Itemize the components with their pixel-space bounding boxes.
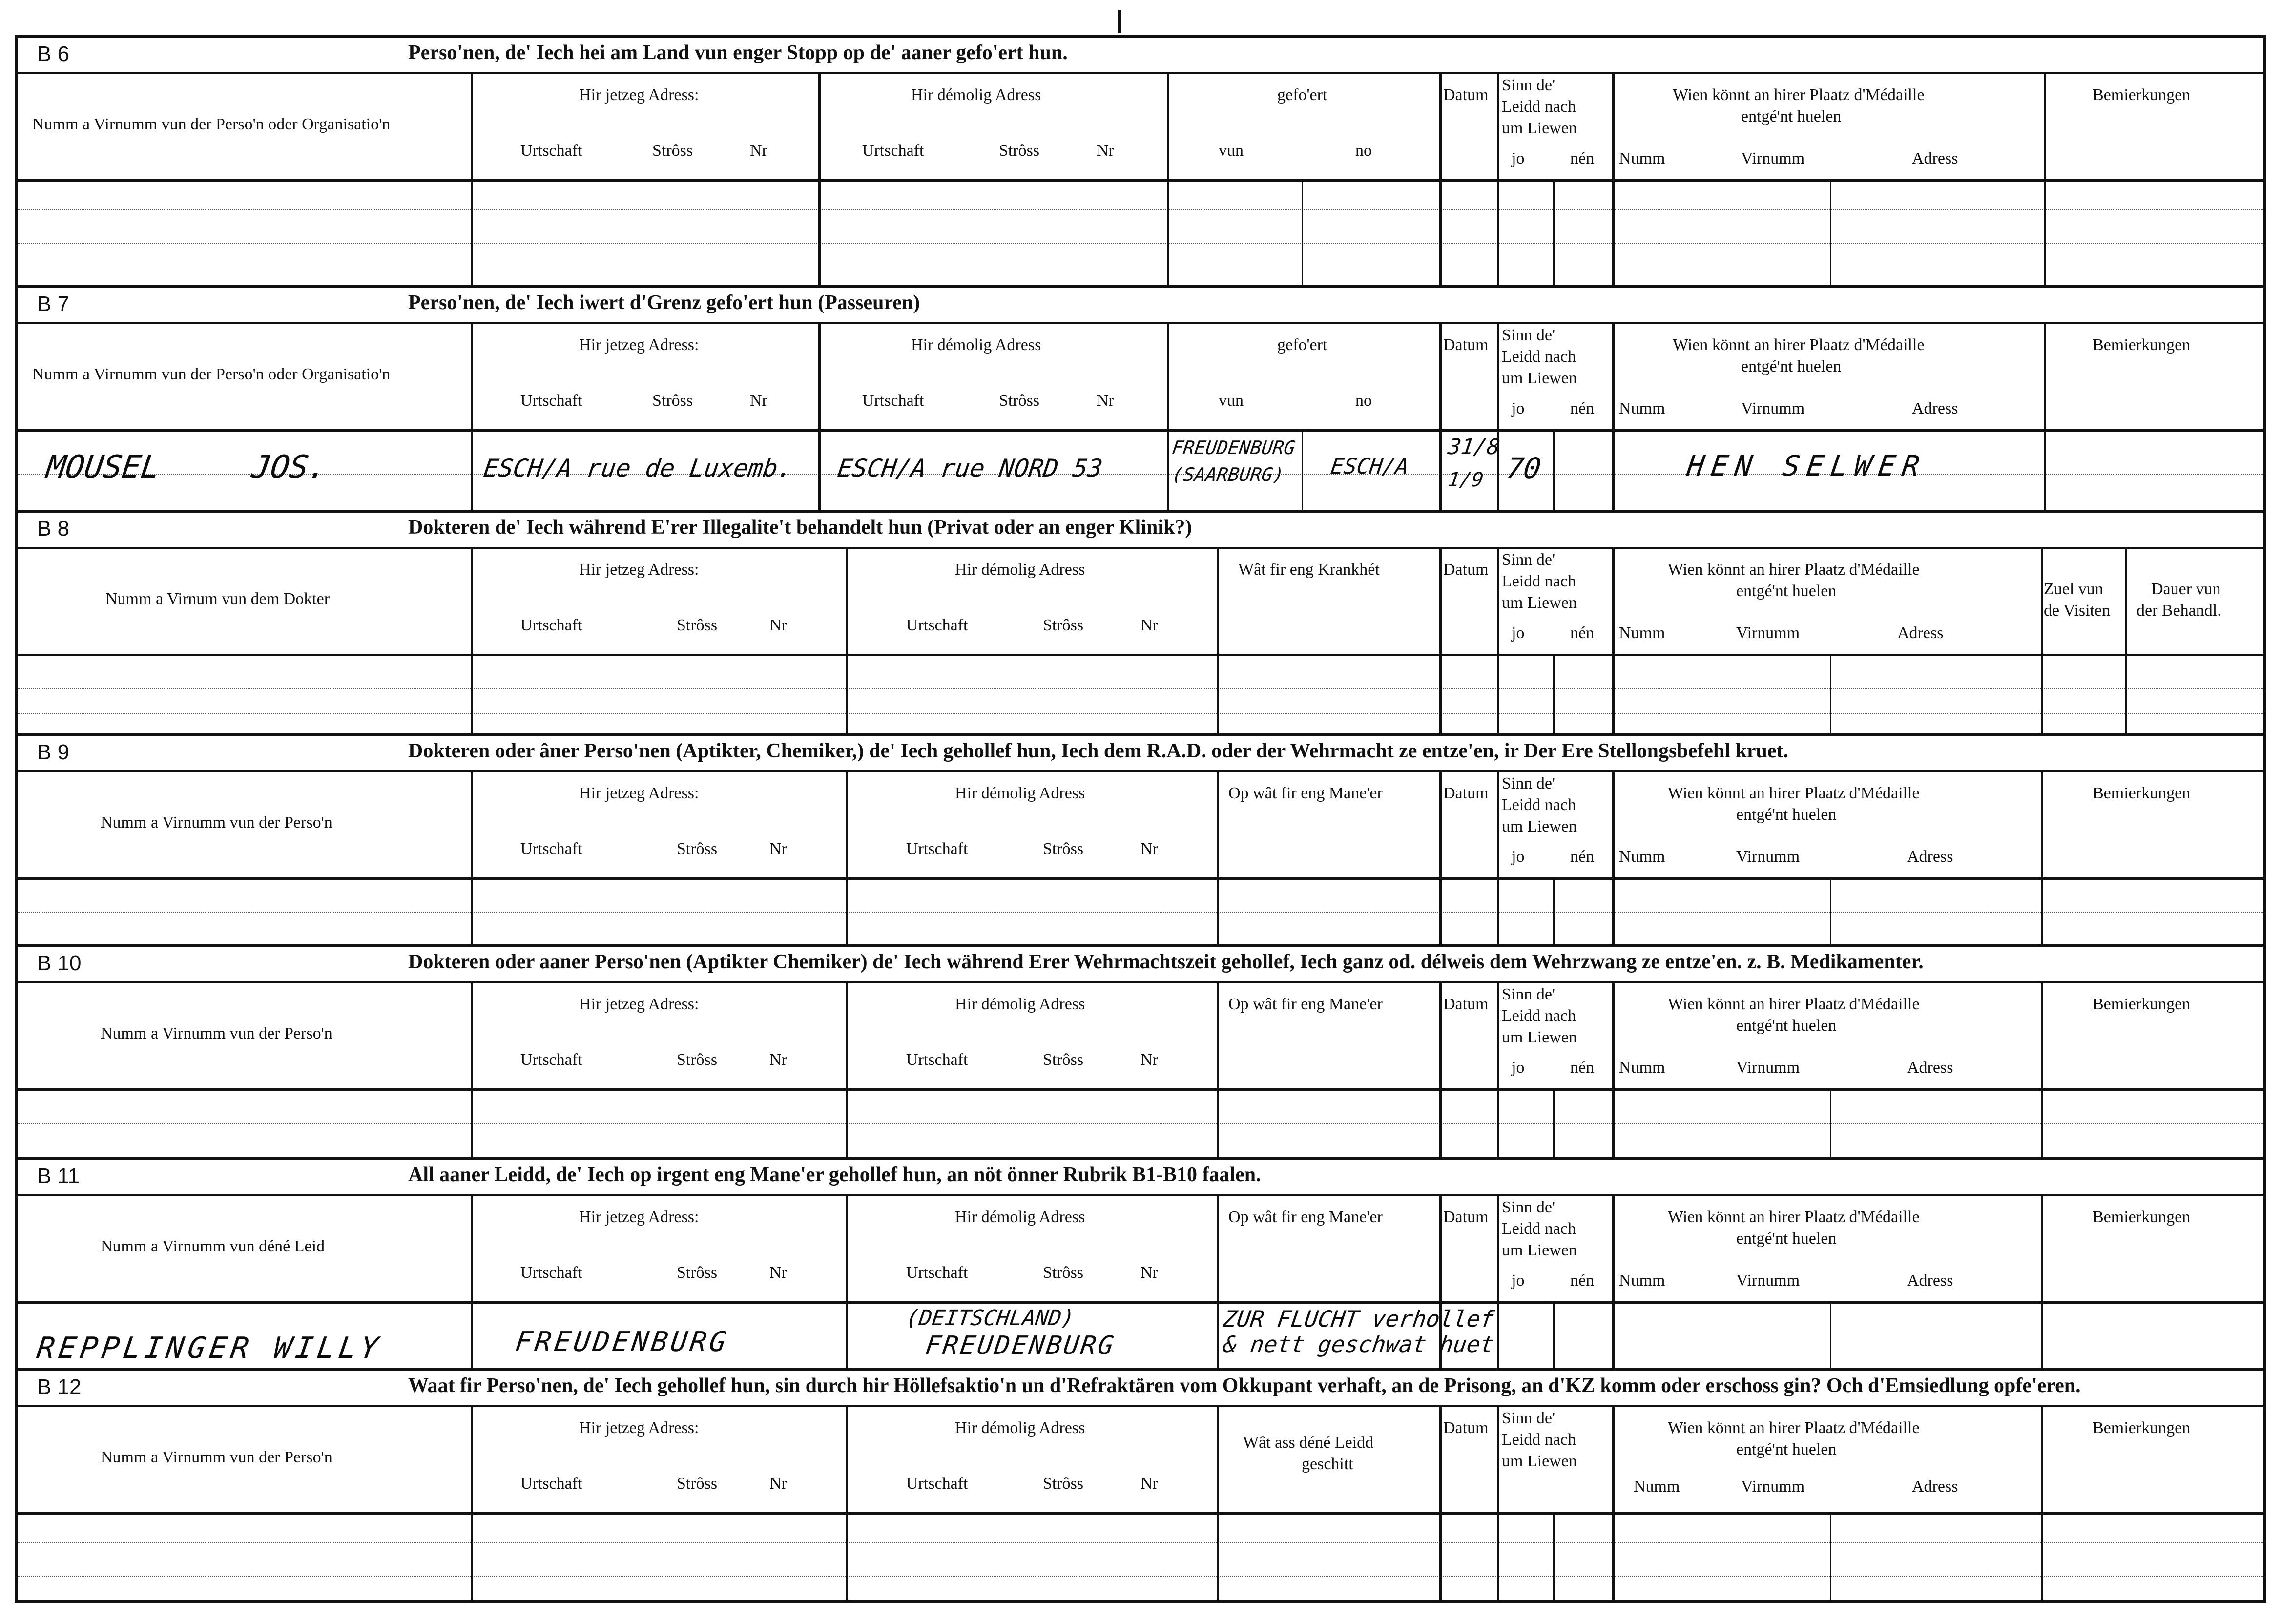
firstname-header: Virnumm (1741, 399, 1805, 417)
firstname-header: Virnumm (1741, 1478, 1805, 1496)
medal-header: Wien könnt an hirer Plaatz d'Médaille (1668, 561, 1920, 579)
handwritten-surname: MOUSEL (44, 449, 163, 485)
section-b9 (18, 733, 2263, 944)
transported-header: gefo'ert (1277, 336, 1327, 354)
sense-header: Leidd nach (1502, 572, 1576, 590)
firstname-header: Virnumm (1741, 149, 1805, 167)
handwritten-from-town: FREUDENBURG (1170, 437, 1297, 458)
remarks-header: Bemierkungen (2093, 784, 2191, 802)
sense-header: um Liewen (1502, 817, 1577, 835)
town-header: Urtschaft (862, 142, 924, 160)
number-header: Nr (1140, 1051, 1158, 1069)
sense-header: Sinn de' (1502, 551, 1555, 569)
from-header: vun (1219, 392, 1244, 410)
sense-header: um Liewen (1502, 1241, 1577, 1259)
current-address-header: Hir jetzeg Adress: (579, 86, 699, 104)
section-id: B 8 (37, 517, 70, 541)
section-id: B 12 (37, 1375, 82, 1399)
handwritten-former-address: FREUDENBURG (923, 1331, 1118, 1360)
remarks-header: Bemierkungen (2093, 995, 2191, 1013)
handwritten-from-region: (SAARBURG) (1170, 464, 1286, 485)
medal-header: entgé'nt huelen (1736, 1229, 1837, 1248)
sense-header: um Liewen (1502, 119, 1577, 137)
former-address-header: Hir démolig Adress (955, 1208, 1085, 1226)
sense-header: Leidd nach (1502, 1220, 1576, 1238)
surname-header: Numm (1634, 1478, 1680, 1496)
header-row (18, 1405, 2263, 1515)
number-header: Nr (769, 840, 787, 858)
yes-header: jo (1512, 1059, 1525, 1077)
yes-header: jo (1512, 848, 1525, 866)
address-header: Adress (1907, 848, 1953, 866)
section-title: Dokteren de' Iech während E'rer Illegalite't behandelt hun (Privat oder an enger Klinik?) (408, 516, 1192, 539)
town-header: Urtschaft (520, 1475, 582, 1493)
name-column-header: Numm a Virnumm vun déné Leid (101, 1237, 325, 1255)
date-header: Datum (1443, 784, 1489, 802)
address-header: Adress (1897, 624, 1944, 642)
street-header: Strôss (999, 142, 1040, 160)
medal-header: Wien könnt an hirer Plaatz d'Médaille (1668, 995, 1920, 1013)
handwritten-to-town: ESCH/A (1329, 454, 1410, 479)
date-header: Datum (1443, 336, 1489, 354)
former-address-header: Hir démolig Adress (955, 995, 1085, 1013)
sense-header: Sinn de' (1502, 76, 1555, 94)
date-header: Datum (1443, 1419, 1489, 1437)
medal-header: Wien könnt an hirer Plaatz d'Médaille (1673, 86, 1925, 104)
town-header: Urtschaft (520, 616, 582, 634)
yes-header: jo (1512, 624, 1525, 642)
number-header: Nr (769, 1051, 787, 1069)
firstname-header: Virnumm (1736, 1059, 1800, 1077)
number-header: Nr (769, 1475, 787, 1493)
town-header: Urtschaft (520, 142, 582, 160)
town-header: Urtschaft (906, 1051, 968, 1069)
header-row (18, 1194, 2263, 1304)
medal-header: entgé'nt huelen (1736, 1440, 1837, 1458)
sense-header: Sinn de' (1502, 326, 1555, 344)
section-title: Perso'nen, de' Iech iwert d'Grenz gefo'ert hun (Passeuren) (408, 291, 920, 314)
handwritten-answer: 70 (1504, 452, 1543, 485)
sense-header: Leidd nach (1502, 348, 1576, 366)
remarks-header: Bemierkungen (2093, 1208, 2191, 1226)
no-header: nén (1570, 149, 1595, 167)
sense-header: um Liewen (1502, 594, 1577, 612)
handwritten-helper-name: REPPLINGER WILLY (35, 1331, 384, 1365)
number-header: Nr (1140, 1264, 1158, 1282)
handwritten-medal-recipient: HEN SELWER (1685, 449, 1928, 482)
former-address-header: Hir démolig Adress (955, 784, 1085, 802)
header-row (18, 981, 2263, 1091)
current-address-header: Hir jetzeg Adress: (579, 784, 699, 802)
transported-header: gefo'ert (1277, 86, 1327, 104)
firstname-header: Virnumm (1736, 848, 1800, 866)
handwritten-former-country: (DEITSCHLAND) (904, 1306, 1076, 1331)
street-header: Strôss (677, 1475, 718, 1493)
name-column-header: Numm a Virnumm vun der Perso'n (101, 1448, 332, 1466)
street-header: Strôss (1043, 840, 1084, 858)
number-header: Nr (769, 1264, 787, 1282)
street-header: Strôss (677, 1051, 718, 1069)
no-header: nén (1570, 399, 1595, 417)
section-b10 (18, 944, 2263, 1157)
former-address-header: Hir démolig Adress (911, 86, 1041, 104)
section-title: Waat fir Perso'nen, de' Iech gehollef hun, sin durch hir Höllefsaktio'n un d'Refraktären vom Okkupant verhaft, an de Prisong, an d'KZ komm oder erschoss gin? Och d'Emsiedlung opfe'eren. (408, 1374, 2081, 1397)
sense-header: um Liewen (1502, 1452, 1577, 1470)
no-header: nén (1570, 624, 1595, 642)
sense-header: Sinn de' (1502, 774, 1555, 792)
address-header: Adress (1907, 1271, 1953, 1290)
medal-header: entgé'nt huelen (1736, 582, 1837, 600)
number-header: Nr (769, 616, 787, 634)
manner-header: Op wât fir eng Mane'er (1228, 995, 1383, 1013)
medal-header: entgé'nt huelen (1741, 357, 1842, 375)
section-title: Dokteren oder âner Perso'nen (Aptikter, Chemiker,) de' Iech gehollef hun, Iech dem R.A.D. oder der Wehrmacht ze entze'en, ir Der Ere Stellongsbefehl kruet. (408, 740, 1788, 762)
firstname-header: Virnumm (1736, 624, 1800, 642)
current-address-header: Hir jetzeg Adress: (579, 336, 699, 354)
date-header: Datum (1443, 561, 1489, 579)
surname-header: Numm (1619, 399, 1665, 417)
sense-header: Leidd nach (1502, 1007, 1576, 1025)
handwritten-former-address: ESCH/A rue NORD 53 (835, 454, 1104, 482)
remarks-header: Bemierkungen (2093, 336, 2191, 354)
section-id: B 7 (37, 292, 70, 316)
town-header: Urtschaft (520, 840, 582, 858)
surname-header: Numm (1619, 1059, 1665, 1077)
remarks-header: Bemierkungen (2093, 1419, 2191, 1437)
firstname-header: Virnumm (1736, 1271, 1800, 1290)
surname-header: Numm (1619, 149, 1665, 167)
from-header: vun (1219, 142, 1244, 160)
surname-header: Numm (1619, 624, 1665, 642)
no-header: nén (1570, 848, 1595, 866)
town-header: Urtschaft (906, 616, 968, 634)
current-address-header: Hir jetzeg Adress: (579, 1208, 699, 1226)
header-row (18, 322, 2263, 432)
town-header: Urtschaft (520, 1264, 582, 1282)
sense-header: Leidd nach (1502, 98, 1576, 116)
number-header: Nr (1097, 392, 1114, 410)
section-b12 (18, 1368, 2263, 1600)
form-sheet (15, 35, 2266, 1603)
remarks-header: Bemierkungen (2093, 86, 2191, 104)
duration-header: der Behandl. (2136, 602, 2221, 620)
sense-header: Leidd nach (1502, 1431, 1576, 1449)
name-column-header: Numm a Virnumm vun der Perso'n oder Organisatio'n (32, 365, 391, 383)
header-row (18, 770, 2263, 880)
section-b7 (18, 285, 2263, 510)
street-header: Strôss (1043, 1475, 1084, 1493)
number-header: Nr (1097, 142, 1114, 160)
what-happened-header: geschitt (1302, 1455, 1353, 1473)
handwritten-date-end: 1/9 (1446, 469, 1485, 491)
address-header: Adress (1912, 1478, 1958, 1496)
manner-header: Op wât fir eng Mane'er (1228, 784, 1383, 802)
former-address-header: Hir démolig Adress (955, 561, 1085, 579)
street-header: Strôss (677, 840, 718, 858)
date-header: Datum (1443, 995, 1489, 1013)
medal-header: Wien könnt an hirer Plaatz d'Médaille (1668, 1208, 1920, 1226)
handwritten-manner-line1: ZUR FLUCHT verhollef (1222, 1306, 1496, 1332)
top-mark (1118, 10, 1121, 33)
name-column-header: Numm a Virnumm vun der Perso'n (101, 813, 332, 832)
current-address-header: Hir jetzeg Adress: (579, 995, 699, 1013)
date-header: Datum (1443, 86, 1489, 104)
yes-header: jo (1512, 399, 1525, 417)
section-id: B 6 (37, 42, 70, 66)
no-header: nén (1570, 1271, 1595, 1290)
town-header: Urtschaft (906, 840, 968, 858)
address-header: Adress (1907, 1059, 1953, 1077)
handwritten-manner-line2: & nett geschwat huet (1222, 1331, 1496, 1357)
medal-header: entgé'nt huelen (1736, 806, 1837, 824)
town-header: Urtschaft (906, 1264, 968, 1282)
street-header: Strôss (677, 1264, 718, 1282)
town-header: Urtschaft (862, 392, 924, 410)
surname-header: Numm (1619, 1271, 1665, 1290)
former-address-header: Hir démolig Adress (911, 336, 1041, 354)
section-b8 (18, 510, 2263, 733)
street-header: Strôss (677, 616, 718, 634)
surname-header: Numm (1619, 848, 1665, 866)
street-header: Strôss (1043, 1264, 1084, 1282)
medal-header: Wien könnt an hirer Plaatz d'Médaille (1673, 336, 1925, 354)
town-header: Urtschaft (520, 392, 582, 410)
date-header: Datum (1443, 1208, 1489, 1226)
address-header: Adress (1912, 399, 1958, 417)
former-address-header: Hir démolig Adress (955, 1419, 1085, 1437)
street-header: Strôss (652, 392, 693, 410)
section-title: Perso'nen, de' Iech hei am Land vun enger Stopp op de' aaner gefo'ert hun. (408, 42, 1068, 64)
sense-header: Sinn de' (1502, 1198, 1555, 1216)
medal-header: Wien könnt an hirer Plaatz d'Médaille (1668, 1419, 1920, 1437)
name-column-header: Numm a Virnumm vun der Perso'n oder Organisatio'n (32, 115, 391, 133)
section-id: B 9 (37, 740, 70, 764)
handwritten-firstname: JOS. (249, 449, 330, 485)
current-address-header: Hir jetzeg Adress: (579, 1419, 699, 1437)
section-title: Dokteren oder aaner Perso'nen (Aptikter Chemiker) de' Iech während Erer Wehrmachtszeit gehollef, Iech ganz od. délweis dem Wehrzwang ze entze'en. z. B. Medikamenter. (408, 951, 1924, 973)
name-column-header: Numm a Virnum vun dem Dokter (105, 590, 330, 608)
what-happened-header: Wât ass déné Leidd (1243, 1434, 1374, 1452)
handwritten-current-address: FREUDENBURG (513, 1326, 731, 1358)
section-id: B 11 (37, 1164, 80, 1188)
sense-header: um Liewen (1502, 1028, 1577, 1046)
yes-header: jo (1512, 1271, 1525, 1290)
number-header: Nr (1140, 840, 1158, 858)
number-header: Nr (1140, 616, 1158, 634)
current-address-header: Hir jetzeg Adress: (579, 561, 699, 579)
section-title: All aaner Leidd, de' Iech op irgent eng Mane'er gehollef hun, an nöt önner Rubrik B1-B10 faalen. (408, 1164, 1261, 1186)
number-header: Nr (750, 142, 767, 160)
to-header: no (1355, 142, 1372, 160)
street-header: Strôss (1043, 1051, 1084, 1069)
number-header: Nr (750, 392, 767, 410)
town-header: Urtschaft (520, 1051, 582, 1069)
header-row (18, 72, 2263, 182)
medal-header: entgé'nt huelen (1736, 1017, 1837, 1035)
manner-header: Op wât fir eng Mane'er (1228, 1208, 1383, 1226)
street-header: Strôss (1043, 616, 1084, 634)
medal-header: entgé'nt huelen (1741, 107, 1842, 125)
handwritten-date-start: 31/8 (1446, 435, 1502, 459)
header-row (18, 547, 2263, 656)
sense-header: Leidd nach (1502, 796, 1576, 814)
section-b6 (18, 35, 2263, 285)
section-b11 (18, 1157, 2263, 1368)
sense-header: Sinn de' (1502, 985, 1555, 1003)
street-header: Strôss (999, 392, 1040, 410)
illness-header: Wât fir eng Krankhét (1238, 561, 1380, 579)
name-column-header: Numm a Virnumm vun der Perso'n (101, 1024, 332, 1042)
visits-header: de Visiten (2044, 602, 2111, 620)
address-header: Adress (1912, 149, 1958, 167)
to-header: no (1355, 392, 1372, 410)
number-header: Nr (1140, 1475, 1158, 1493)
duration-header: Dauer vun (2151, 580, 2221, 598)
sense-header: um Liewen (1502, 369, 1577, 387)
no-header: nén (1570, 1059, 1595, 1077)
visits-header: Zuel vun (2044, 580, 2103, 598)
section-id: B 10 (37, 951, 82, 975)
handwritten-current-address: ESCH/A rue de Luxemb. (481, 454, 795, 482)
sense-header: Sinn de' (1502, 1409, 1555, 1427)
medal-header: Wien könnt an hirer Plaatz d'Médaille (1668, 784, 1920, 802)
town-header: Urtschaft (906, 1475, 968, 1493)
street-header: Strôss (652, 142, 693, 160)
yes-header: jo (1512, 149, 1525, 167)
